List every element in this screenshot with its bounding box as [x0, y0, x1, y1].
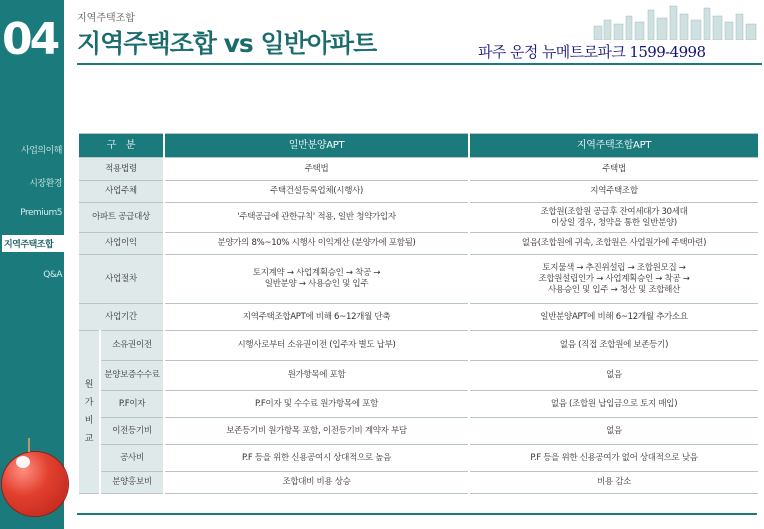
- header-category: 구 분: [78, 134, 164, 158]
- union-value: 없음: [469, 418, 758, 445]
- row-label: 소유권이전: [100, 331, 164, 361]
- general-value: 주택법: [164, 158, 469, 181]
- general-value: 시행사로부터 소유권이전 (입주자 별도 납부): [164, 331, 469, 361]
- union-value: 비용 감소: [469, 472, 758, 494]
- row-label: 공사비: [100, 445, 164, 472]
- title-divider: [77, 63, 762, 65]
- header-union-apt: 지역주택조합APT: [469, 134, 758, 158]
- section-number: 04: [2, 14, 58, 65]
- table-header-row: [78, 134, 758, 158]
- general-value: 주택건설등록업체(시행사): [164, 181, 469, 203]
- table-row: [78, 255, 758, 304]
- table-row: [78, 361, 758, 391]
- row-label: 사업이익: [78, 233, 164, 255]
- row-label: P.F이자: [100, 391, 164, 418]
- ad-banner: 파주 운정 뉴메트로파크 1599-4998: [472, 40, 758, 64]
- sidebar-item-premium5[interactable]: Premium5: [20, 208, 62, 218]
- general-value: 토지계약 → 사업계획승인 → 착공 → 일반분양 → 사용승인 및 입주: [164, 255, 469, 304]
- union-value: 주택법: [469, 158, 758, 181]
- header-general-apt: 일반분양APT: [164, 134, 469, 158]
- row-label: 분양홍보비: [100, 472, 164, 494]
- cost-comparison-group-label: 원 가 비 교: [78, 331, 100, 494]
- table-row: [78, 181, 758, 203]
- page-title: 지역주택조합 vs 일반아파트: [77, 29, 377, 58]
- union-value: 지역주택조합: [469, 181, 758, 203]
- row-label: 분양보증수수료: [100, 361, 164, 391]
- table-row: [78, 203, 758, 233]
- sidebar-item-qna[interactable]: Q&A: [43, 270, 62, 280]
- union-value: 토지물색 → 추진위설립 → 조합원모집 → 조합원설립인가 → 사업계획승인 → 착공 → 사용승인 및 입주 → 청산 및 조합해산: [469, 255, 758, 304]
- row-label: 사업주체: [78, 181, 164, 203]
- general-value: 조합대비 비용 상승: [164, 472, 469, 494]
- row-label: 적용법령: [78, 158, 164, 181]
- sidebar-item-union[interactable]: 지역주택조합: [2, 235, 64, 252]
- table-row: [78, 472, 758, 494]
- union-value: 없음 (직접 조합원에 보존등기): [469, 331, 758, 361]
- general-value: 원가항목에 포함: [164, 361, 469, 391]
- table-row: [78, 418, 758, 445]
- general-value: 분양가의 8%~10% 시행사 이익계산 (분양가에 포함됨): [164, 233, 469, 255]
- sidebar: [0, 0, 64, 529]
- city-skyline-illustration: [592, 2, 758, 40]
- union-value: P.F 등을 위한 신용공여가 없어 상대적으로 낮음: [469, 445, 758, 472]
- sidebar-item-market[interactable]: 시장환경: [29, 179, 62, 189]
- general-value: 지역주택조합APT에 비해 6~12개월 단축: [164, 304, 469, 331]
- general-value: P.F이자 및 수수료 원가항목에 포함: [164, 391, 469, 418]
- union-value: 일반분양APT에 비해 6~12개월 추가소요: [469, 304, 758, 331]
- general-value: 보존등기비 원가항목 포함, 이전등기비 계약자 부담: [164, 418, 469, 445]
- row-label: 아파트 공급대상: [78, 203, 164, 233]
- union-value: 없음 (조합원 납입금으로 토지 매입): [469, 391, 758, 418]
- table-row: [78, 391, 758, 418]
- comparison-table: [77, 133, 758, 494]
- table-row: [78, 233, 758, 255]
- table-row: [78, 158, 758, 181]
- breadcrumb: 지역주택조합: [77, 13, 135, 24]
- union-value: 조합원(조합원 공급후 잔여세대가 30세대 이상일 경우, 청약을 통한 일반분양): [469, 203, 758, 233]
- sidebar-item-business[interactable]: 사업의이해: [21, 146, 62, 156]
- row-label: 이전등기비: [100, 418, 164, 445]
- union-value: 없음: [469, 361, 758, 391]
- table-row: [78, 304, 758, 331]
- union-value: 없음(조합원에 귀속, 조합원은 사업원가에 주택마련): [469, 233, 758, 255]
- row-label: 사업기간: [78, 304, 164, 331]
- general-value: P.F 등을 위한 신용공여시 상대적으로 높음: [164, 445, 469, 472]
- table-row: [78, 331, 758, 361]
- row-label: 사업절차: [78, 255, 164, 304]
- floating-red-ball[interactable]: [2, 452, 68, 516]
- bottom-divider: [77, 513, 757, 515]
- general-value: '주택공급에 관한규칙' 적용, 일반 청약가입자: [164, 203, 469, 233]
- table-row: [78, 445, 758, 472]
